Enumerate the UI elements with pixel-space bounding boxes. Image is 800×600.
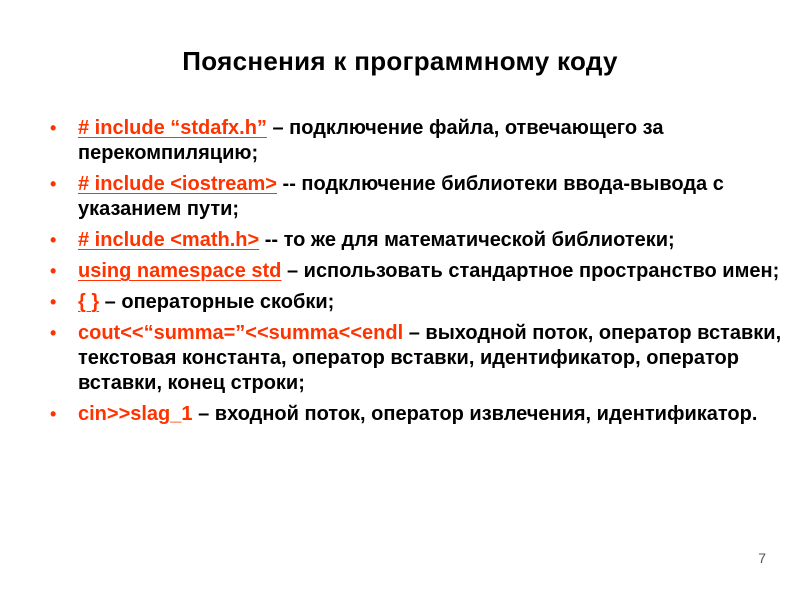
bullet-text: – операторные скобки; (99, 291, 335, 313)
code-snippet: cin>>slag_1 (78, 403, 193, 425)
code-snippet: using namespace std (78, 260, 282, 282)
code-snippet: # include “stdafx.h” (78, 117, 267, 139)
code-snippet: { } (78, 291, 100, 313)
bullet-item (48, 402, 783, 427)
bullet-item (48, 228, 783, 253)
page-number: 7 (758, 550, 766, 566)
bullet-text: – использовать стандартное пространство имен; (281, 260, 780, 282)
bullet-icon: • (50, 323, 57, 343)
code-snippet: # include <math.h> (78, 229, 260, 251)
bullet-item (48, 172, 783, 222)
bullet-icon: • (50, 230, 57, 250)
bullet-icon: • (50, 118, 57, 138)
bullet-item (48, 290, 783, 315)
bullet-item (48, 259, 783, 284)
bullet-icon: • (50, 292, 57, 312)
bullet-text: – входной поток, оператор извлечения, идентификатор. (192, 403, 758, 425)
code-snippet: # include <iostream> (78, 173, 277, 195)
bullet-icon: • (50, 404, 57, 424)
slide-title: Пояснения к программному коду (182, 46, 618, 76)
code-snippet: cout<<“summa=”<<summa<<endl (78, 322, 404, 344)
bullet-item (48, 321, 783, 396)
bullet-list (48, 116, 783, 433)
bullet-text: – выходной поток, оператор вставки, текстовая константа, оператор вставки, идентификатор, оператор вставки, конец строки; (78, 322, 782, 394)
bullet-item (48, 116, 783, 166)
bullet-text: – подключение файла, отвечающего за перекомпиляцию; (78, 117, 664, 164)
bullet-icon: • (50, 261, 57, 281)
bullet-icon: • (50, 174, 57, 194)
bullet-text: -- подключение библиотеки ввода-вывода с указанием пути; (78, 173, 724, 220)
bullet-text: -- то же для математической библиотеки; (259, 229, 675, 251)
